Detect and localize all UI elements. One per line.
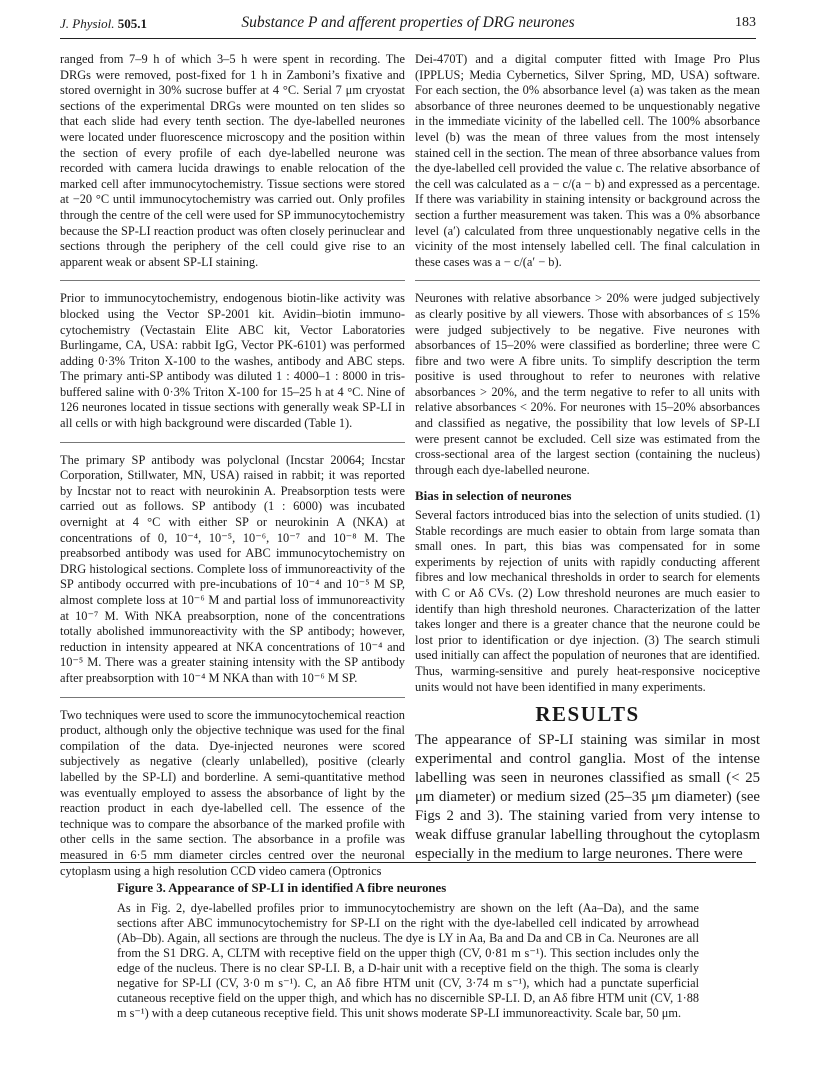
paragraph-divider: [60, 697, 405, 698]
paragraph: Neurones with relative absorbance > 20% were judged subjectively as clearly positive by all viewers. Those with absorbances of ≤ 15% were judged subjectively to be negative. Five neurones with absorbances of 15–20% were classified as borderline; three were C fibre and two were A fibre units. To simplify description the term positive is used throughout to refer to neurones with relative absorbances > 20%, and the term negative to refer to all units with relative absorbances < 20%. For neurones with 15–20% absorbances and classified as negative, the possibility that low levels of SP-LI were present cannot be excluded. Cell size was estimated from the cross-sectional area of the largest section (containing the nucleus) through each dye-labelled neurone.: [415, 291, 760, 477]
journal-volume: 505.1: [117, 16, 148, 31]
results-paragraph: The appearance of SP-LI staining was similar in most experimental and control ganglia. Most of the intense labelling was seen in neurones classified as small (< 25 μm diameter) or medium sized (25–35 μm diameter) (see Figs 2 and 3). The staining varied from very intense to weak diffuse granular labelling throughout the cytoplasm especially in the medium to large neurones. There were: [415, 731, 760, 862]
paragraph-divider: [415, 280, 760, 281]
figure-divider: [60, 862, 756, 863]
paragraph: ranged from 7–9 h of which 3–5 h were spent in recording. The DRGs were removed, post-fixed for 1 h in Zamboni’s fixative and stored overnight in 30% sucrose buffer at 4 °C. Serial 7 μm cryostat sections of the experimental DRGs were mounted on ten slides so that each slide had every tenth section. The dye-labelled neurones were located under fluorescence microscopy and the position within the section of every profile of each dye-labelled neurone was recorded with camera lucida drawings to enable relocation of the marked cell after immunocytochemistry. Tissue sections were stored at −20 °C until immunocytochemistry was carried out. Only profiles through the centre of the cell were used for SP immunocytochemistry because the SP-LI reaction product was often closely perinuclear and sections through the periphery of the cell could give rise to an apparent weak or absent SP-LI staining.: [60, 52, 405, 269]
section-heading-bias: Bias in selection of neurones: [415, 488, 572, 504]
page-number: 183: [735, 15, 756, 30]
paragraph: Prior to immunocytochemistry, endogenous biotin-like activity was blocked using the Vector SP-2001 kit. Avidin–biotin immunocytochemistry (Vectastain Elite ABC kit, Vector Laboratories Burlingame, CA, USA: rabbit IgG, Vector PK-6101) was performed adding 0·3% Triton X-100 to the washes, antibody and ABC steps. The primary anti-SP antibody was diluted 1 : 4000–1 : 8000 in tris-buffered saline with 0·3% Triton X-100 for 15–25 h at 4 °C. Nine of 126 neurones located in tissue sections with generally weak SP-LI in all cells or with high background were discarded (Table 1).: [60, 291, 405, 431]
running-title: Substance P and afferent properties of DRG neurones: [241, 14, 575, 31]
left-column: [60, 52, 405, 889]
paragraph: Two techniques were used to score the immunocytochemical reaction product, although only the objective technique was used for the final compilation of the data. Dye-injected neurones were scored subjectively as negative (clearly unlabelled), positive (clearly labelled by the SP-LI) and borderline. A semi-quantitative method was eventually employed to assess the absorbance of light by the reaction product in each dye-labelled cell. The essence of the technique was to compare the absorbance of the marked profile with other cells in the same section. The absorbance in a profile was measured in 6·5 mm diameter circles centred over the neuronal cytoplasm using a high resolution CCD video camera (Optronics: [60, 707, 405, 878]
figure-caption-text: As in Fig. 2, dye-labelled profiles prior to immunocytochemistry are shown on the left (Aa–Da), and the same sections after ABC immunocytochemistry for SP-LI on the right with the dye-labelled cell indicated by arrowhead (Ab–Db). Again, all sections are through the nucleus. The dye is LY in Aa, Ba and Da and CB in Ca. Neurones are all from the S1 DRG. A, CLTM with receptive field on the upper thigh (CV, 0·81 m s⁻¹). This section includes only the edge of the nucleus. There is no clear SP-LI. B, a D-hair unit with a receptive field on the thigh. The soma is clearly negative for SP-LI (CV, 3·0 m s⁻¹). C, an Aδ fibre HTM unit (CV, 3·74 m s⁻¹), which had a punctate superficial cutaneous receptive field on the upper thigh, and which has no discernible SP-LI. D, an Aδ fibre HTM unit (CV, 1·88 m s⁻¹) with a deep cutaneous receptive field. This unit shows moderate SP-LI immunoreactivity. Scale bar, 50 μm.: [117, 901, 699, 1020]
paragraph-divider: [60, 280, 405, 281]
paragraph: Dei-470T) and a digital computer fitted with Image Pro Plus (IPPLUS; Media Cybernetics, Silver Spring, MD, USA) software. For each section, the 0% absorbance level (a) was taken as the mean absorbance of three neurones deemed to be unquestionably negative in the immediate vicinity of the labelled cell. The 100% absorbance level (b) was the mean of three values from the most intensely stained cell in the section. The mean of three absorbance values from the dye-labelled cell provided the value c. The relative absorbance of the cell was calculated as a − c/(a − b) and expressed as a percentage. If there was variability in staining intensity or background across the section a further measurement was taken. This was a 0% absorbance level (a′) calculated from three unquestionably negative cells in the vicinity of the most intensely labelled cell. The final calculation in these cases was a − c/(a′ − b).: [415, 52, 760, 269]
paragraph-divider: [60, 442, 405, 443]
figure-caption: [117, 881, 699, 1021]
paragraph: Several factors introduced bias into the selection of units studied. (1) Stable recordings are much easier to obtain from large somata than small ones. In part, this bias was compensated for in some experiments by rejection of units with rapidly conducting afferent fibres and low mechanical thresholds in order to search for elements with C or Aδ CVs. (2) Low threshold neurones are much easier to identify than high threshold neurones. Characterization of the latter takes longer and there is a greater chance that the neurone could be lost prior to identification or dye injection. (3) The search stimuli used initially can affect the population of neurones that are identified. Thus, warming-sensitive and purely heat-responsive nociceptive units would not have been identified in many experiments.: [415, 508, 760, 694]
figure-title: Figure 3. Appearance of SP-LI in identified A fibre neurones: [117, 881, 447, 895]
journal-name: J. Physiol.: [60, 16, 115, 31]
running-header: [60, 14, 756, 39]
results-heading: RESULTS: [535, 702, 640, 727]
paragraph: The primary SP antibody was polyclonal (Incstar 20064; Incstar Corporation, Stillwater, MN, USA) raised in rabbit; it was reported by Incstar not to react with neurokinin A. Preabsorption tests were carried out as follows. SP antibody (1 : 6000) was incubated overnight at 4 °C with either SP or neurokinin A (NKA) at concentrations of 0, 10⁻⁴, 10⁻⁵, 10⁻⁶, 10⁻⁷ and 10⁻⁸ M. The preabsorbed antibody was used for ABC immunocytochemistry on DRG histological sections. Complete loss of immunoreactivity of the SP antibody occurred with pre-incubations of 10⁻⁴ and 10⁻⁵ M SP, almost complete loss at 10⁻⁶ M and partial loss of immunoreactivity at 10⁻⁷ M. With NKA preabsorption, none of the concentrations totally abolished immunoreactivity with the SP antibody; however, reduction in intensity appeared at NKA concentrations of 10⁻⁴ and 10⁻⁵ M. There was a greater staining intensity with the SP antibody after preabsorption with 10⁻⁴ M NKA than with 10⁻⁶ M SP.: [60, 452, 405, 685]
right-column: [415, 52, 760, 874]
